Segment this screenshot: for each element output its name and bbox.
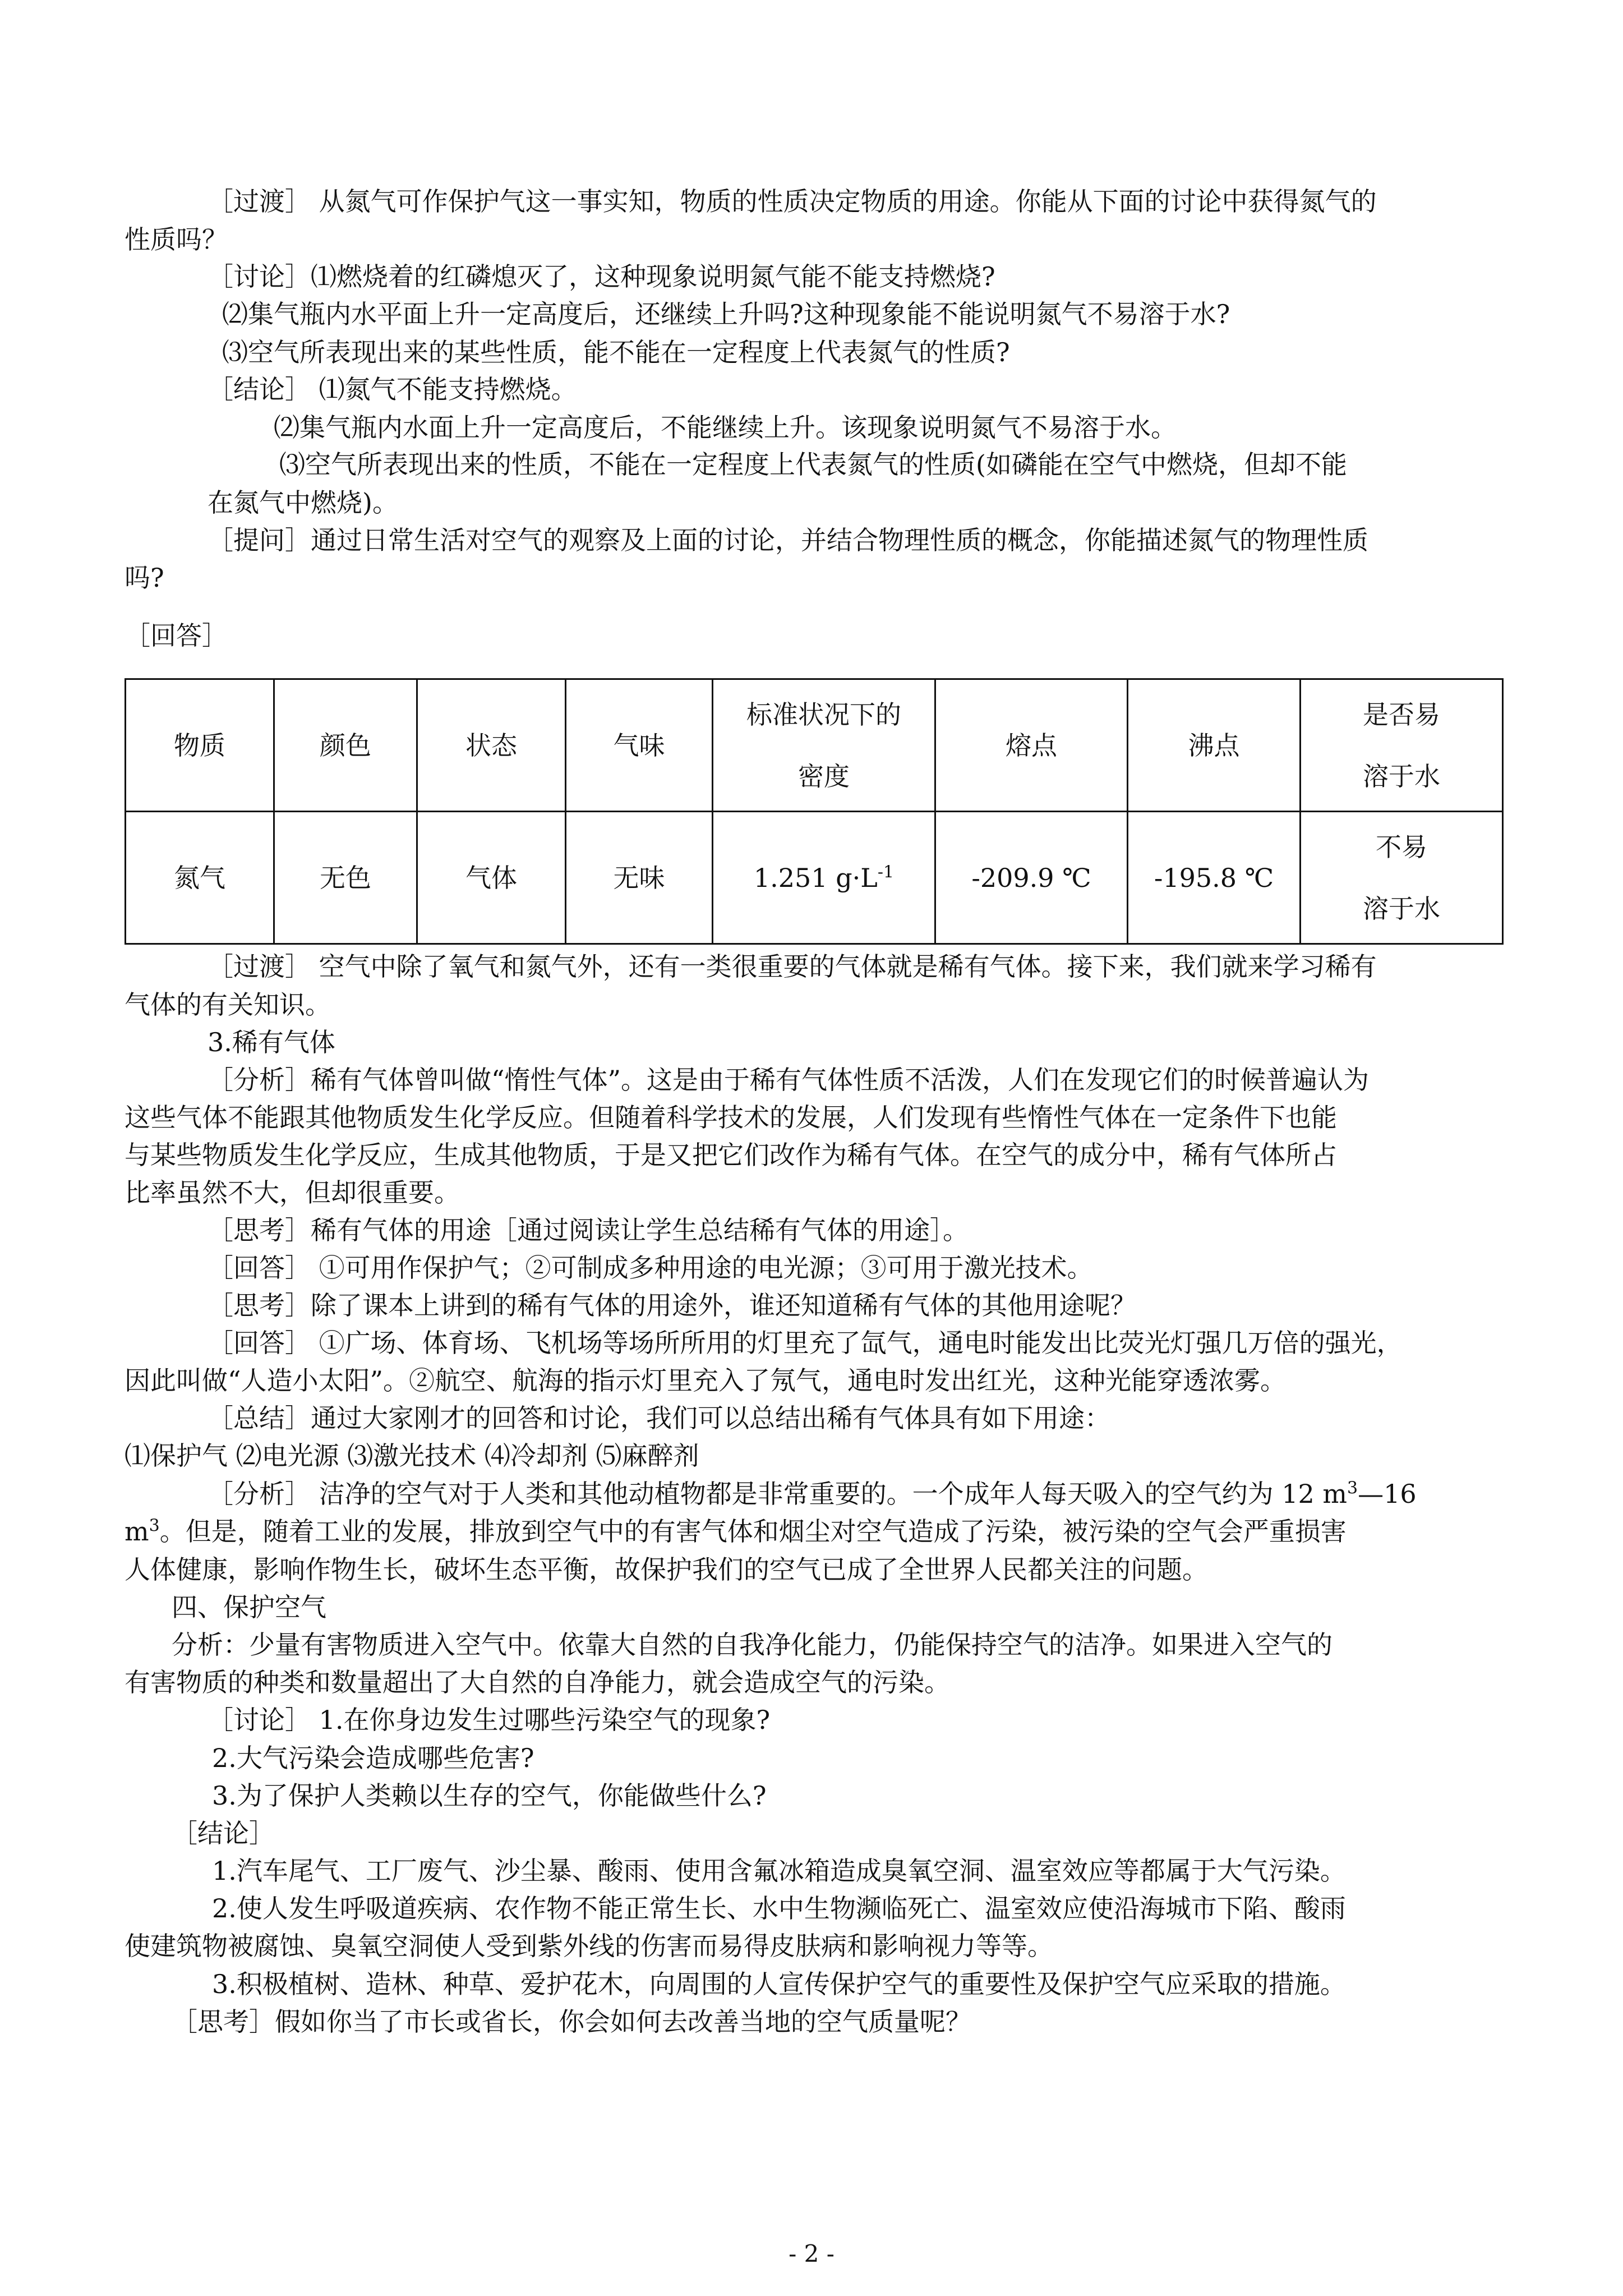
- text-segment: —16: [1358, 1479, 1417, 1509]
- text-line: ［思考］除了课本上讲到的稀有气体的用途外，谁还知道稀有气体的其他用途呢？: [208, 1290, 1136, 1320]
- text-line: ［讨论］ 1.在你身边发生过哪些污染空气的现象?: [208, 1705, 771, 1735]
- section-heading: 3.稀有气体: [208, 1027, 335, 1057]
- text-line: ［思考］假如你当了市长或省长，你会如何去改善当地的空气质量呢？: [172, 2007, 971, 2037]
- text-line: 与某些物质发生化学反应，生成其他物质，于是又把它们改作为稀有气体。在空气的成分中，稀有气体所占: [125, 1140, 1337, 1170]
- text-line: 在氮气中燃烧)。: [208, 487, 398, 518]
- text-line: 性质吗？: [125, 224, 228, 255]
- text-line: 3.积极植树、造林、种草、爱护花木，向周围的人宣传保护空气的重要性及保护空气应采取的措施。: [212, 1969, 1346, 1999]
- table-header-row: [126, 679, 1503, 812]
- text-line: 2.使人发生呼吸道疾病、农作物不能正常生长、水中生物濒临死亡、温室效应使沿海城市下陷、酸雨: [212, 1893, 1346, 1924]
- section-heading: 四、保护空气: [172, 1592, 326, 1622]
- text-line: ［过渡］ 空气中除了氧气和氮气外，还有一类很重要的气体就是稀有气体。接下来，我们就来学习稀有: [208, 951, 1377, 982]
- table-header-cell: 状态: [417, 679, 566, 812]
- text-line: 使建筑物被腐蚀、臭氧空洞使人受到紫外线的伤害而易得皮肤病和影响视力等等。: [125, 1931, 1053, 1961]
- text-segment: ［分析］ 洁净的空气对于人类和其他动植物都是非常重要的。一个成年人每天吸入的空气约为 12 m: [208, 1479, 1348, 1509]
- table-header-cell: 颜色: [274, 679, 417, 812]
- superscript: 3: [149, 1516, 160, 1536]
- superscript: 3: [1347, 1478, 1358, 1498]
- text-line: ［思考］稀有气体的用途［通过阅读让学生总结稀有气体的用途］。: [208, 1215, 969, 1245]
- text-line: ［总结］通过大家刚才的回答和讨论，我们可以总结出稀有气体具有如下用途：: [208, 1403, 1110, 1433]
- text-line: 吗?: [125, 563, 164, 593]
- text-line: ［分析］稀有气体曾叫做“惰性气体”。这是由于稀有气体性质不活泼，人们在发现它们的时候普遍认为: [208, 1065, 1370, 1095]
- text-line: ［回答］ ①可用作保护气；②可制成多种用途的电光源；③可用于激光技术。: [208, 1253, 1093, 1283]
- text-line: ［结论］: [172, 1818, 275, 1848]
- header-line: 溶于水: [1363, 761, 1440, 792]
- text-line: 有害物质的种类和数量超出了大自然的自净能力，就会造成空气的污染。: [125, 1667, 950, 1697]
- table-cell: -195.8 ℃: [1128, 812, 1301, 944]
- text-line: [125, 1515, 1347, 1548]
- table-header-cell: [1301, 679, 1503, 812]
- text-line: 比率虽然不大，但却很重要。: [125, 1177, 460, 1208]
- text-line: ［提问］通过日常生活对空气的观察及上面的讨论，并结合物理性质的概念，你能描述氮气的物理性质: [208, 525, 1368, 555]
- table-header-cell: 沸点: [1128, 679, 1301, 812]
- cell-line: 不易: [1376, 831, 1427, 862]
- text-line: 人体健康，影响作物生长，破坏生态平衡，故保护我们的空气已成了全世界人民都关注的问题。: [125, 1554, 1208, 1585]
- table-cell: 气体: [417, 812, 566, 944]
- table-cell: [1301, 812, 1503, 944]
- header-line: 密度: [798, 761, 850, 792]
- density-value: 1.251 g·L: [753, 862, 878, 893]
- text-segment: m: [125, 1516, 149, 1547]
- page-number: - 2 -: [789, 2240, 834, 2267]
- text-line: 这些气体不能跟其他物质发生化学反应。但随着科学技术的发展，人们发现有些惰性气体在一定条件下也能: [125, 1102, 1337, 1133]
- text-line: ⑶空气所表现出来的某些性质，能不能在一定程度上代表氮气的性质?: [222, 337, 1010, 367]
- text-line: ⑶空气所表现出来的性质，不能在一定程度上代表氮气的性质(如磷能在空气中燃烧，但却不能: [279, 449, 1347, 480]
- table-header-cell: [713, 679, 935, 812]
- text-line: ［结论］ ⑴氮气不能支持燃烧。: [208, 374, 577, 404]
- text-line: ［回答］: [125, 620, 228, 651]
- text-line: ［回答］ ①广场、体育场、飞机场等场所所用的灯里充了氙气，通电时能发出比荧光灯强几万倍的强光，: [208, 1328, 1403, 1358]
- table-row: [126, 812, 1503, 944]
- table-header-cell: 气味: [566, 679, 713, 812]
- text-line: [208, 1477, 1417, 1511]
- header-line: 标准状况下的: [746, 699, 901, 730]
- table-header-cell: 物质: [126, 679, 274, 812]
- text-line: ［讨论］⑴燃烧着的红磷熄灭了，这种现象说明氮气能不能支持燃烧?: [208, 261, 995, 292]
- text-line: ⑴保护气 ⑵电光源 ⑶激光技术 ⑷冷却剂 ⑸麻醉剂: [125, 1441, 699, 1471]
- table-cell: -209.9 ℃: [935, 812, 1128, 944]
- table-header-cell: 熔点: [935, 679, 1128, 812]
- text-line: 分析：少量有害物质进入空气中。依靠大自然的自我净化能力，仍能保持空气的洁净。如果进入空气的: [172, 1630, 1332, 1660]
- cell-line: 溶于水: [1363, 893, 1440, 924]
- text-line: 1.汽车尾气、工厂废气、沙尘暴、酸雨、使用含氟冰箱造成臭氧空洞、温室效应等都属于大气污染。: [212, 1856, 1346, 1886]
- text-segment: 。但是，随着工业的发展，排放到空气中的有害气体和烟尘对空气造成了污染，被污染的空气会严重损害: [159, 1516, 1347, 1547]
- table-cell: 氮气: [126, 812, 274, 944]
- header-line: 是否易: [1363, 699, 1440, 730]
- text-line: 因此叫做“人造小太阳”。②航空、航海的指示灯里充入了氖气，通电时发出红光，这种光能穿透浓雾。: [125, 1365, 1287, 1396]
- text-line: ［过渡］ 从氮气可作保护气这一事实知，物质的性质决定物质的用途。你能从下面的讨论中获得氮气的: [208, 186, 1377, 217]
- nitrogen-properties-table: [125, 678, 1504, 945]
- table-cell: 无味: [566, 812, 713, 944]
- text-line: ⑵集气瓶内水平面上升一定高度后，还继续上升吗?这种现象能不能说明氮气不易溶于水?: [222, 299, 1230, 329]
- text-line: ⑵集气瓶内水面上升一定高度后，不能继续上升。该现象说明氮气不易溶于水。: [274, 412, 1177, 443]
- table-cell: [713, 812, 935, 944]
- text-line: 3.为了保护人类赖以生存的空气，你能做些什么?: [212, 1780, 767, 1811]
- density-exponent: -1: [877, 862, 895, 882]
- table-cell: 无色: [274, 812, 417, 944]
- text-line: 2.大气污染会造成哪些危害?: [212, 1743, 534, 1773]
- text-line: 气体的有关知识。: [125, 990, 331, 1020]
